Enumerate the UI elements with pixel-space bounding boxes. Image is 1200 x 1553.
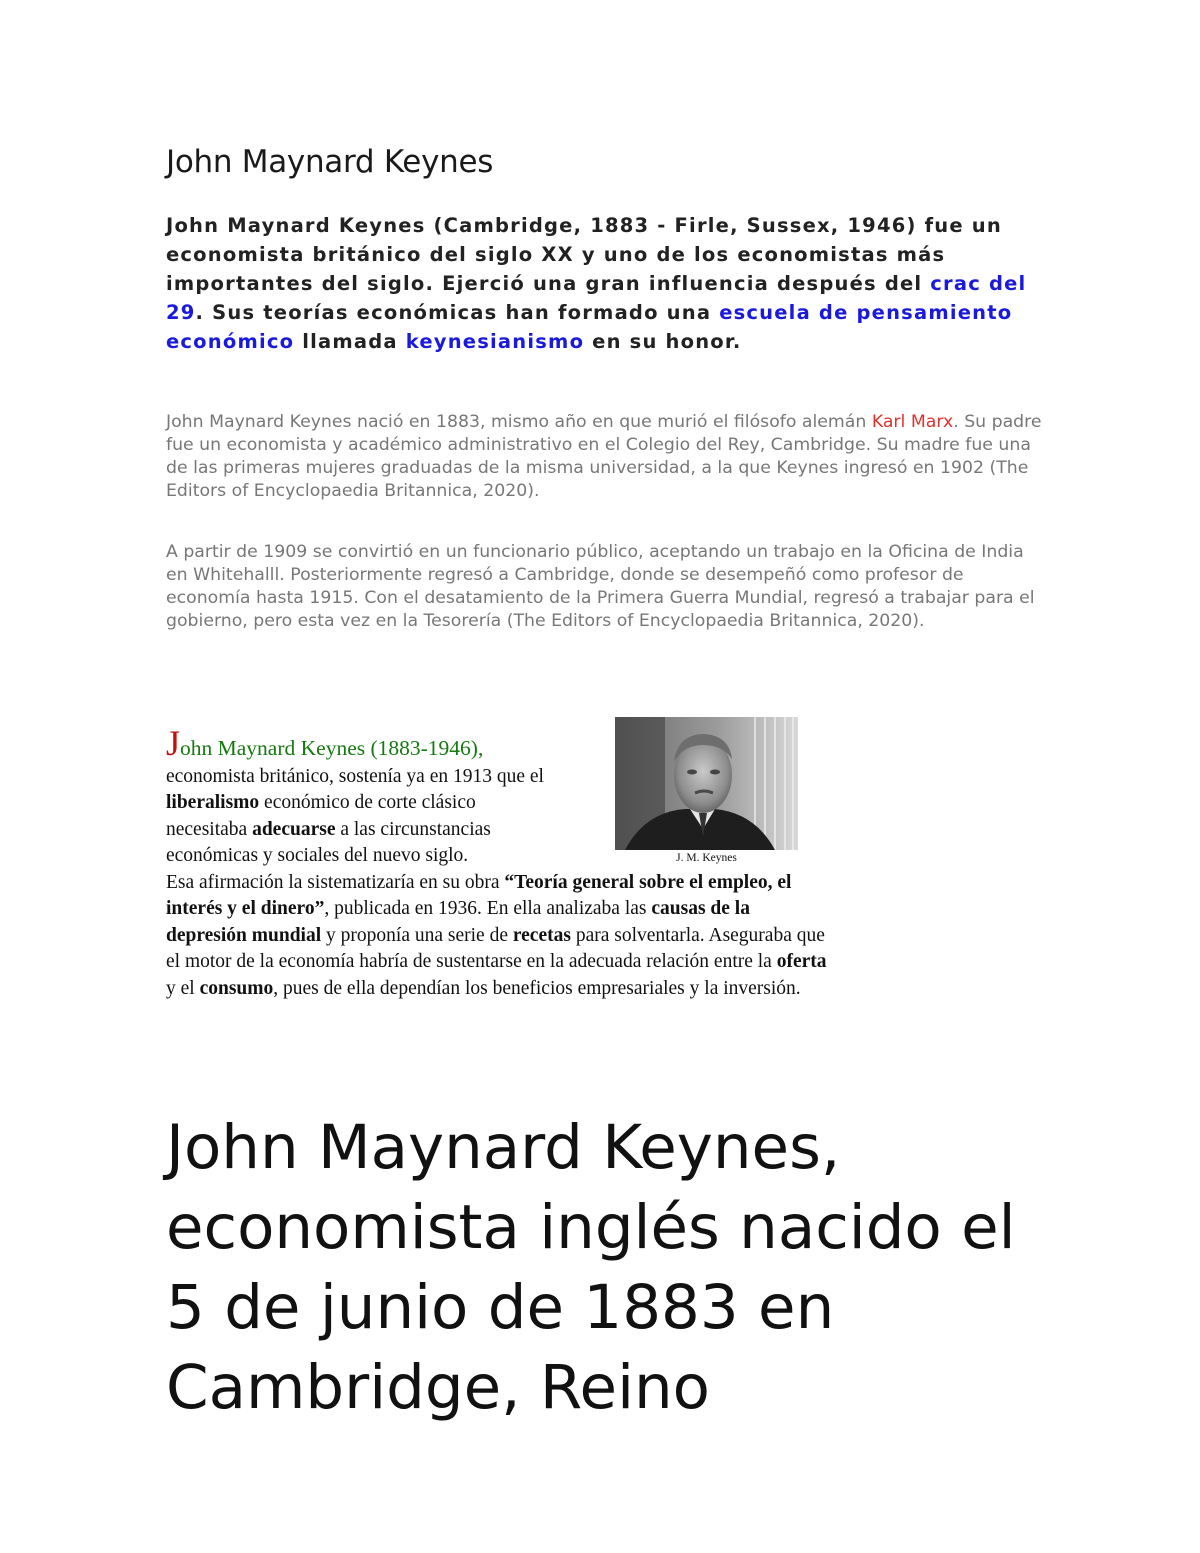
intro-text: . Sus teorías económicas han formado una xyxy=(195,301,720,324)
article-bold: liberalismo xyxy=(166,792,260,813)
article-body-paragraph xyxy=(166,870,831,1003)
article-text: y proponía una serie de xyxy=(321,924,513,946)
article-lead-name: ohn Maynard Keynes (1883-1946), xyxy=(180,736,484,760)
article-bold: causas de la depresión mundial xyxy=(166,898,750,946)
link-crac-del-29[interactable]: crac del 29 xyxy=(166,272,1027,324)
article-bold: oferta xyxy=(776,951,827,972)
intro-text: llamada xyxy=(294,330,406,353)
intro-text: John Maynard Keynes (Cambridge, 1883 - Firle, Sussex, 1946) fue un economista británico del siglo XX y uno de los economistas más importantes del siglo. Ejerció una gran influencia después del xyxy=(166,214,1002,295)
article-text: Esa afirmación la sistematizaría en su obra xyxy=(166,871,505,893)
article-text: economista británico, sostenía ya en 1913 que el xyxy=(166,765,544,787)
article-bold: “Teoría general sobre el empleo, el interés y el dinero” xyxy=(166,871,792,919)
article-lead-paragraph xyxy=(166,723,561,870)
link-escuela-pensamiento[interactable]: escuela de pensamiento económico xyxy=(166,301,1013,353)
paragraph-text: . Su padre fue un economista y académico administrativo en el Colegio del Rey, Cambridge. Su madre fue una de las primeras mujeres graduadas de la misma universidad, a la que Keynes ingresó en 1902 (The Editors of Encyclopaedia Britannica, 2020). xyxy=(166,412,1042,501)
portrait-caption: J. M. Keynes xyxy=(676,852,737,864)
article-bold: recetas xyxy=(512,924,571,946)
article-text: , pues de ella dependían los beneficios empresariales y la inversión. xyxy=(273,977,801,999)
article-text: a las circunstancias económicas y sociales del nuevo siglo. xyxy=(166,818,491,866)
drop-cap: J xyxy=(166,723,181,763)
article-text: y el xyxy=(166,977,200,999)
portrait-photo xyxy=(615,717,798,850)
page-title: John Maynard Keynes xyxy=(166,144,494,180)
biography-paragraph-2: A partir de 1909 se convirtió en un funcionario público, aceptando un trabajo en la Oficina de India en Whitehalll. Posteriormente regresó a Cambridge, donde se desempeñó como profesor de economía hasta 1915. Con el desatamiento de la Primera Guerra Mundial, regresó a trabajar para el gobierno, pero esta vez en la Tesorería (The Editors of Encyclopaedia Britannica, 2020). xyxy=(166,542,1035,631)
paragraph-text: John Maynard Keynes nació en 1883, mismo año en que murió el filósofo alemán xyxy=(166,412,872,432)
portrait-figure xyxy=(615,717,798,864)
link-keynesianismo[interactable]: keynesianismo xyxy=(405,330,585,353)
link-karl-marx[interactable]: Karl Marx xyxy=(871,412,954,432)
intro-text: en su honor. xyxy=(584,330,742,353)
large-heading: John Maynard Keynes, economista inglés nacido el 5 de junio de 1883 en Cambridge, Reino xyxy=(166,1112,1016,1423)
article-text: , publicada en 1936. En ella analizaba las xyxy=(324,898,652,919)
article-text: para solventarla. Aseguraba que el motor de la economía habría de sustentarse en la adecuada relación entre la xyxy=(166,924,825,972)
intro-paragraph xyxy=(166,211,1036,356)
article-bold: adecuarse xyxy=(252,818,336,840)
article-bold: consumo xyxy=(199,977,274,999)
article-text: económico de corte clásico necesitaba xyxy=(166,792,476,840)
biography-paragraph-1 xyxy=(166,411,1046,503)
